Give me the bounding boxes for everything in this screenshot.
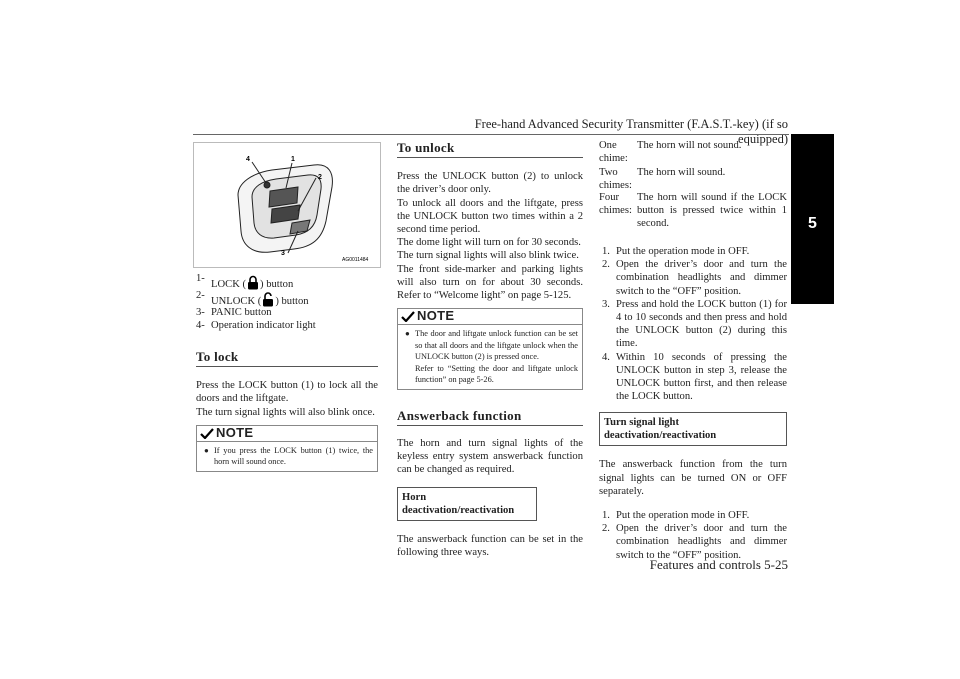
note-check-icon [200,428,214,439]
unlock-icon [262,292,274,307]
figure-id: AG0011484 [342,257,369,263]
bullet-icon: ● [405,329,410,339]
turn-step-1: 1. Put the operation mode in OFF. [602,510,750,522]
note-text: If you press the LOCK button (1) twice, the horn will sound once. [214,445,373,467]
answerback-heading: Answerback function [397,409,583,426]
horn-deactivation-box: Horn deactivation/reactivation [397,487,537,521]
page-footer: Features and controls 5-25 [649,557,788,572]
to-unlock-section [397,141,583,559]
chime-two: Two chimes: The horn will sound. [599,167,726,192]
horn-step-2: 2. Open the driver’s door and turn the combination headlights and dimmer switch to the “OFF” position. [602,259,787,297]
turn-signal-steps [599,509,787,562]
chime-four: Four chimes: The horn will sound if the LOCK button is pressed twice within 1 second. [599,192,787,230]
to-lock-body-2: The turn signal lights will also blink once. [196,406,375,418]
turn-step-2: 2. Open the driver’s door and turn the combination headlights and dimmer switch to the “OFF” position. [602,523,787,561]
callout-4: 4 [246,156,250,163]
note-text: The door and liftgate unlock function can be set so that all doors and the liftgate unlock when the UNLOCK button (2) is pressed once. [415,329,578,362]
chime-one: One chime: The horn will not sound. [599,140,742,165]
callout-1: 1 [291,156,295,163]
horn-step-4: 4. Within 10 seconds of pressing the UNLOCK button in step 3, release the UNLOCK button first, and then release the LOCK button. [602,351,787,403]
to-unlock-p4: The turn signal lights will also blink twice. [397,250,579,262]
to-unlock-p5: The front side-marker and parking lights will also turn on for about 30 seconds. Refer to “Welcome light” on page 5-125. [397,263,583,302]
to-lock-section [196,350,378,472]
key-fob-illustration [194,143,380,267]
bullet-icon: ● [204,445,209,455]
horn-step-3: 3. Press and hold the LOCK button (1) for 4 to 10 seconds and then press and hold the UNLOCK button (2) during this time. [602,298,787,350]
answerback-body-2: The answerback function can be set in the following three ways. [397,533,583,558]
to-unlock-p1: Press the UNLOCK button (2) to unlock the driver’s door only. [397,171,583,196]
to-lock-note [196,425,378,472]
lock-icon [247,275,259,290]
key-fob-figure [193,142,381,268]
horn-steps [599,245,787,403]
to-unlock-p3: The dome light will turn on for 30 seconds. [397,237,581,249]
note-text-2: Refer to “Setting the door and liftgate unlock function” on page 5-26. [415,363,578,385]
to-unlock-note [397,308,583,390]
callout-3: 3 [281,250,285,257]
turn-signal-body: The answerback function from the turn signal lights can be turned ON or OFF separately. [599,459,787,497]
legend-item-indicator: 4- Operation indicator light [196,319,316,331]
answerback-body: The horn and turn signal lights of the keyless entry system answerback function can be changed as required. [397,437,583,476]
legend-list [196,272,378,331]
legend-item-unlock: 2- UNLOCK ( ) button [196,290,309,307]
header-rule [193,134,789,135]
callout-2: 2 [318,174,322,181]
legend-item-lock: 1- LOCK ( ) button [196,273,294,290]
to-lock-heading: To lock [196,350,378,367]
note-label: NOTE [417,308,455,324]
note-check-icon [401,311,415,322]
chapter-tab [791,134,834,304]
turn-signal-box: Turn signal light deactivation/reactivation [599,412,787,446]
chimes-list [599,139,787,562]
page-header-title: Free-hand Advanced Security Transmitter (F.A.S.T.-key) (if so equipped) [474,117,788,146]
note-label: NOTE [216,424,254,440]
horn-step-1: 1. Put the operation mode in OFF. [602,246,750,257]
to-unlock-heading: To unlock [397,141,583,158]
chapter-number: 5 [808,215,817,232]
legend-item-panic: 3- PANIC button [196,307,272,318]
to-lock-body: Press the LOCK button (1) to lock all the doors and the liftgate. [196,380,378,405]
to-unlock-p2: To unlock all doors and the liftgate, press the UNLOCK button two times within a 2 second time period. [397,197,583,236]
